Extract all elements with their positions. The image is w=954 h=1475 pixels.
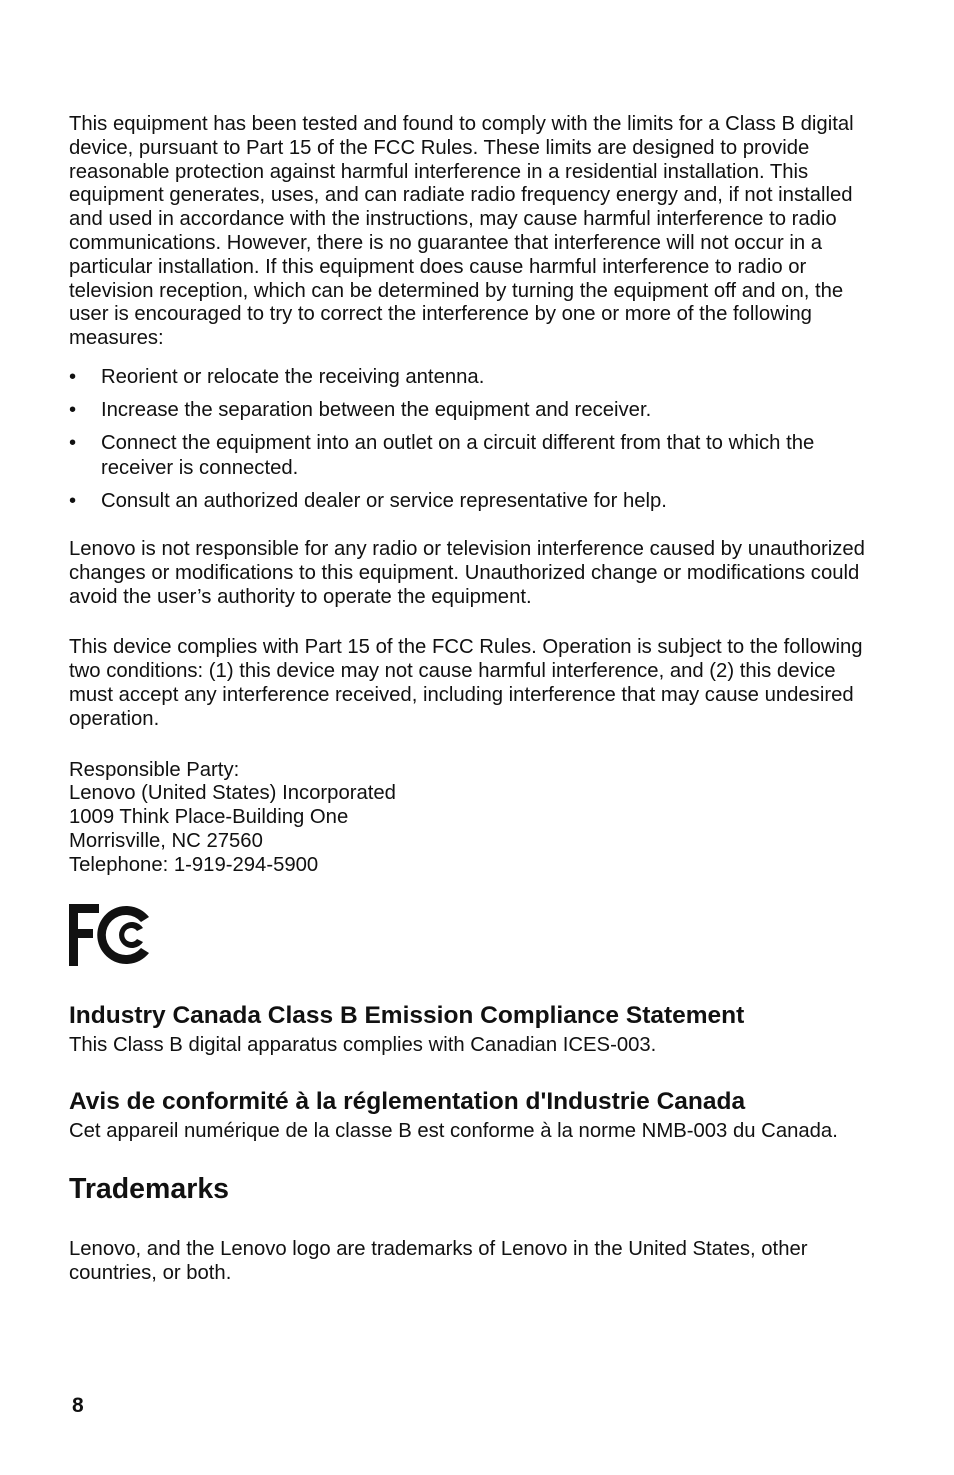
bullet-icon: • (69, 365, 77, 388)
responsible-party-label: Responsible Party: (69, 758, 240, 781)
avis-text: Cet appareil numérique de la classe B est conforme à la norme NMB-003 du Canada. (69, 1120, 838, 1143)
list-item (69, 398, 869, 423)
bullet-icon: • (69, 431, 77, 454)
responsible-party-telephone: Telephone: 1-919-294-5900 (69, 853, 319, 876)
measures-list (69, 365, 869, 514)
measure-text: Reorient or relocate the receiving antenna. (101, 365, 485, 388)
bullet-icon: • (69, 489, 77, 512)
compliance-paragraph: This device complies with Part 15 of the FCC Rules. Operation is subject to the following two conditions: (1) this device may not cause harmful interference, and (2) this device must accept any interference received, including interference that may cause undesired operation. (69, 636, 863, 730)
fcc-logo-icon (69, 904, 153, 966)
measure-text: Connect the equipment into an outlet on a circuit different from that to which the receiver is connected. (101, 431, 815, 479)
avis-heading: Avis de conformité à la réglementation d'Industrie Canada (69, 1088, 746, 1116)
trademarks-heading: Trademarks (69, 1173, 230, 1206)
page-number: 8 (72, 1394, 84, 1417)
responsible-party-block (69, 759, 869, 878)
measure-text: Consult an authorized dealer or service representative for help. (101, 489, 667, 512)
industry-canada-heading: Industry Canada Class B Emission Compliance Statement (69, 1001, 745, 1029)
fcc-intro-paragraph: This equipment has been tested and found to comply with the limits for a Class B digital device, pursuant to Part 15 of the FCC Rules. These limits are designed to provide reasonable protection against harmful interference in a residential installation. This equipment generates, uses, and can radiate radio frequency energy and, if not installed and used in accordance with the instructions, may cause harmful interference to radio communications. However, there is no guarantee that interference will not occur in a particular installation. If this equipment does cause harmful interference to radio or television reception, which can be determined by turning the equipment off and on, the user is encouraged to try to correct the interference by one or more of the following measures: (69, 113, 854, 350)
bullet-icon: • (69, 398, 77, 421)
measure-text: Increase the separation between the equipment and receiver. (101, 398, 652, 421)
responsible-party-address2: Morrisville, NC 27560 (69, 829, 263, 852)
responsibility-paragraph: Lenovo is not responsible for any radio or television interference caused by unauthorized changes or modifications to this equipment. Unauthorized change or modifications could avoid the user’s authority to operate the equipment. (69, 537, 865, 608)
responsible-party-address1: 1009 Think Place-Building One (69, 806, 349, 829)
industry-canada-text: This Class B digital apparatus complies with Canadian ICES-003. (69, 1033, 657, 1056)
list-item (69, 489, 869, 514)
list-item (69, 431, 869, 481)
trademarks-text: Lenovo, and the Lenovo logo are trademarks of Lenovo in the United States, other countries, or both. (69, 1238, 808, 1284)
list-item (69, 365, 869, 390)
document-page (69, 113, 869, 1286)
responsible-party-company: Lenovo (United States) Incorporated (69, 782, 396, 805)
